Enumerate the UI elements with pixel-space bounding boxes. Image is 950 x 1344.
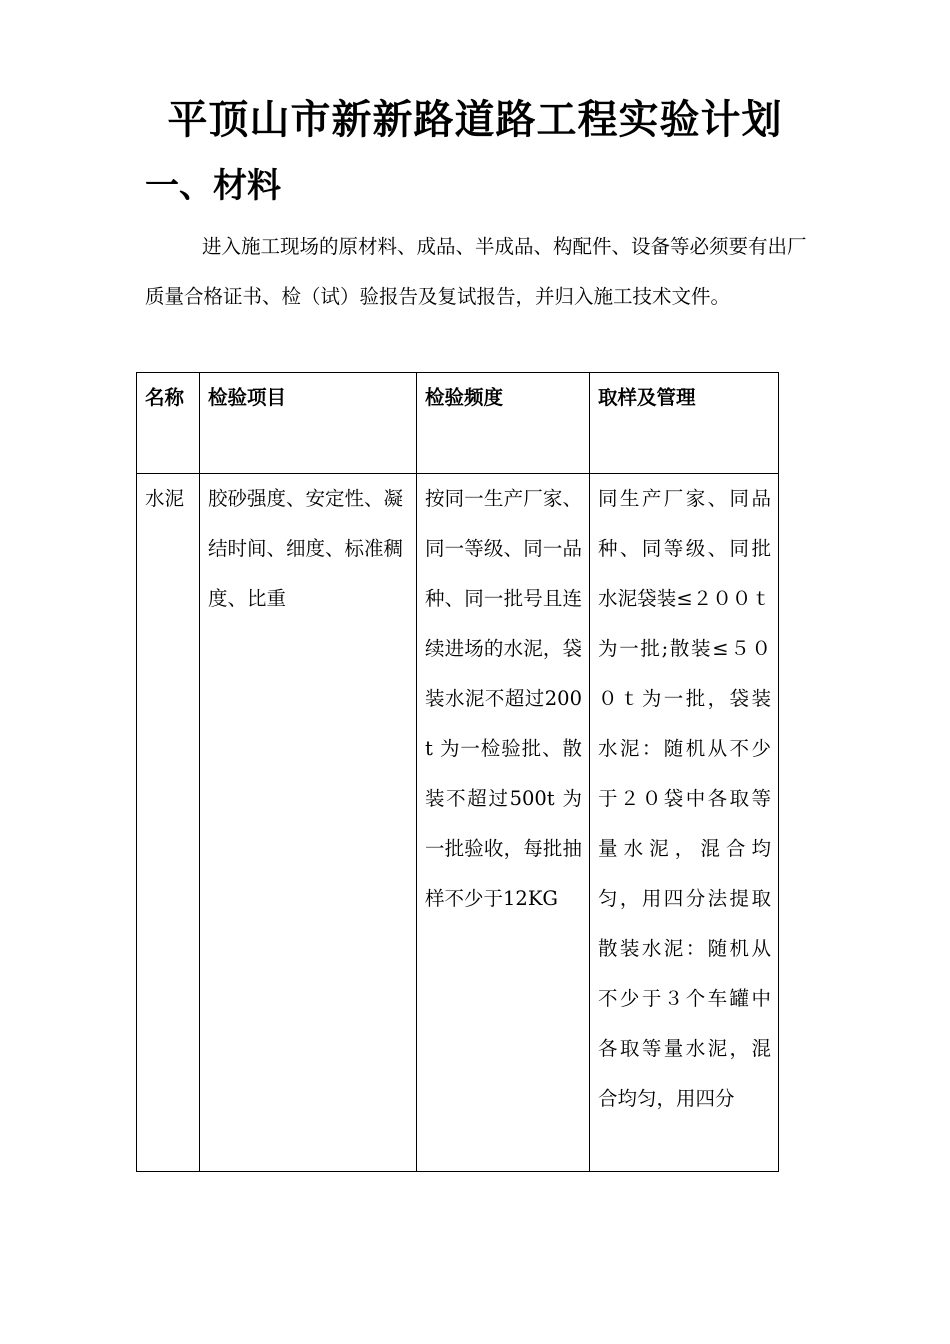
header-sampling: 取样及管理 <box>590 373 779 474</box>
header-items: 检验项目 <box>200 373 417 474</box>
items-line: 胶砂强度、安定性、凝 <box>208 487 404 510</box>
cell-frequency: 按同一生产厂家、同一等级、同一品种、同一批号且连续进场的水泥，袋装水泥不超过200t 为一检验批、散装不超过500t 为一批验收，每批抽样不少于12KG <box>417 474 590 1172</box>
section-heading: 一、材料 <box>145 166 281 206</box>
intro-paragraph: 进入施工现场的原材料、成品、半成品、构配件、设备等必须要有出厂质量合格证书、检（试）验报告及复试报告，并归入施工技术文件。 <box>145 235 807 308</box>
cell-name: 水泥 <box>137 474 200 1172</box>
cell-sampling: 同生产厂家、同品种、同等级、同批水泥袋装≤２００ｔ为一批;散装≤５００ｔ为一批，袋装水泥：随机从不少于２０袋中各取等量水泥，混合均匀，用四分法提取散装水泥：随机从不少于３个车罐中各取等量水泥，混合均匀，用四分 <box>590 474 779 1172</box>
table-row <box>137 474 779 1172</box>
cell-items <box>200 474 417 1172</box>
header-name: 名称 <box>137 373 200 474</box>
materials-table <box>136 372 779 1172</box>
table-header-row <box>137 373 779 474</box>
items-line: 结时间、细度、标准稠 <box>208 537 404 560</box>
page-title: 平顶山市新新路道路工程实验计划 <box>167 97 783 143</box>
items-line: 度、比重 <box>208 587 287 610</box>
header-frequency: 检验频度 <box>417 373 590 474</box>
